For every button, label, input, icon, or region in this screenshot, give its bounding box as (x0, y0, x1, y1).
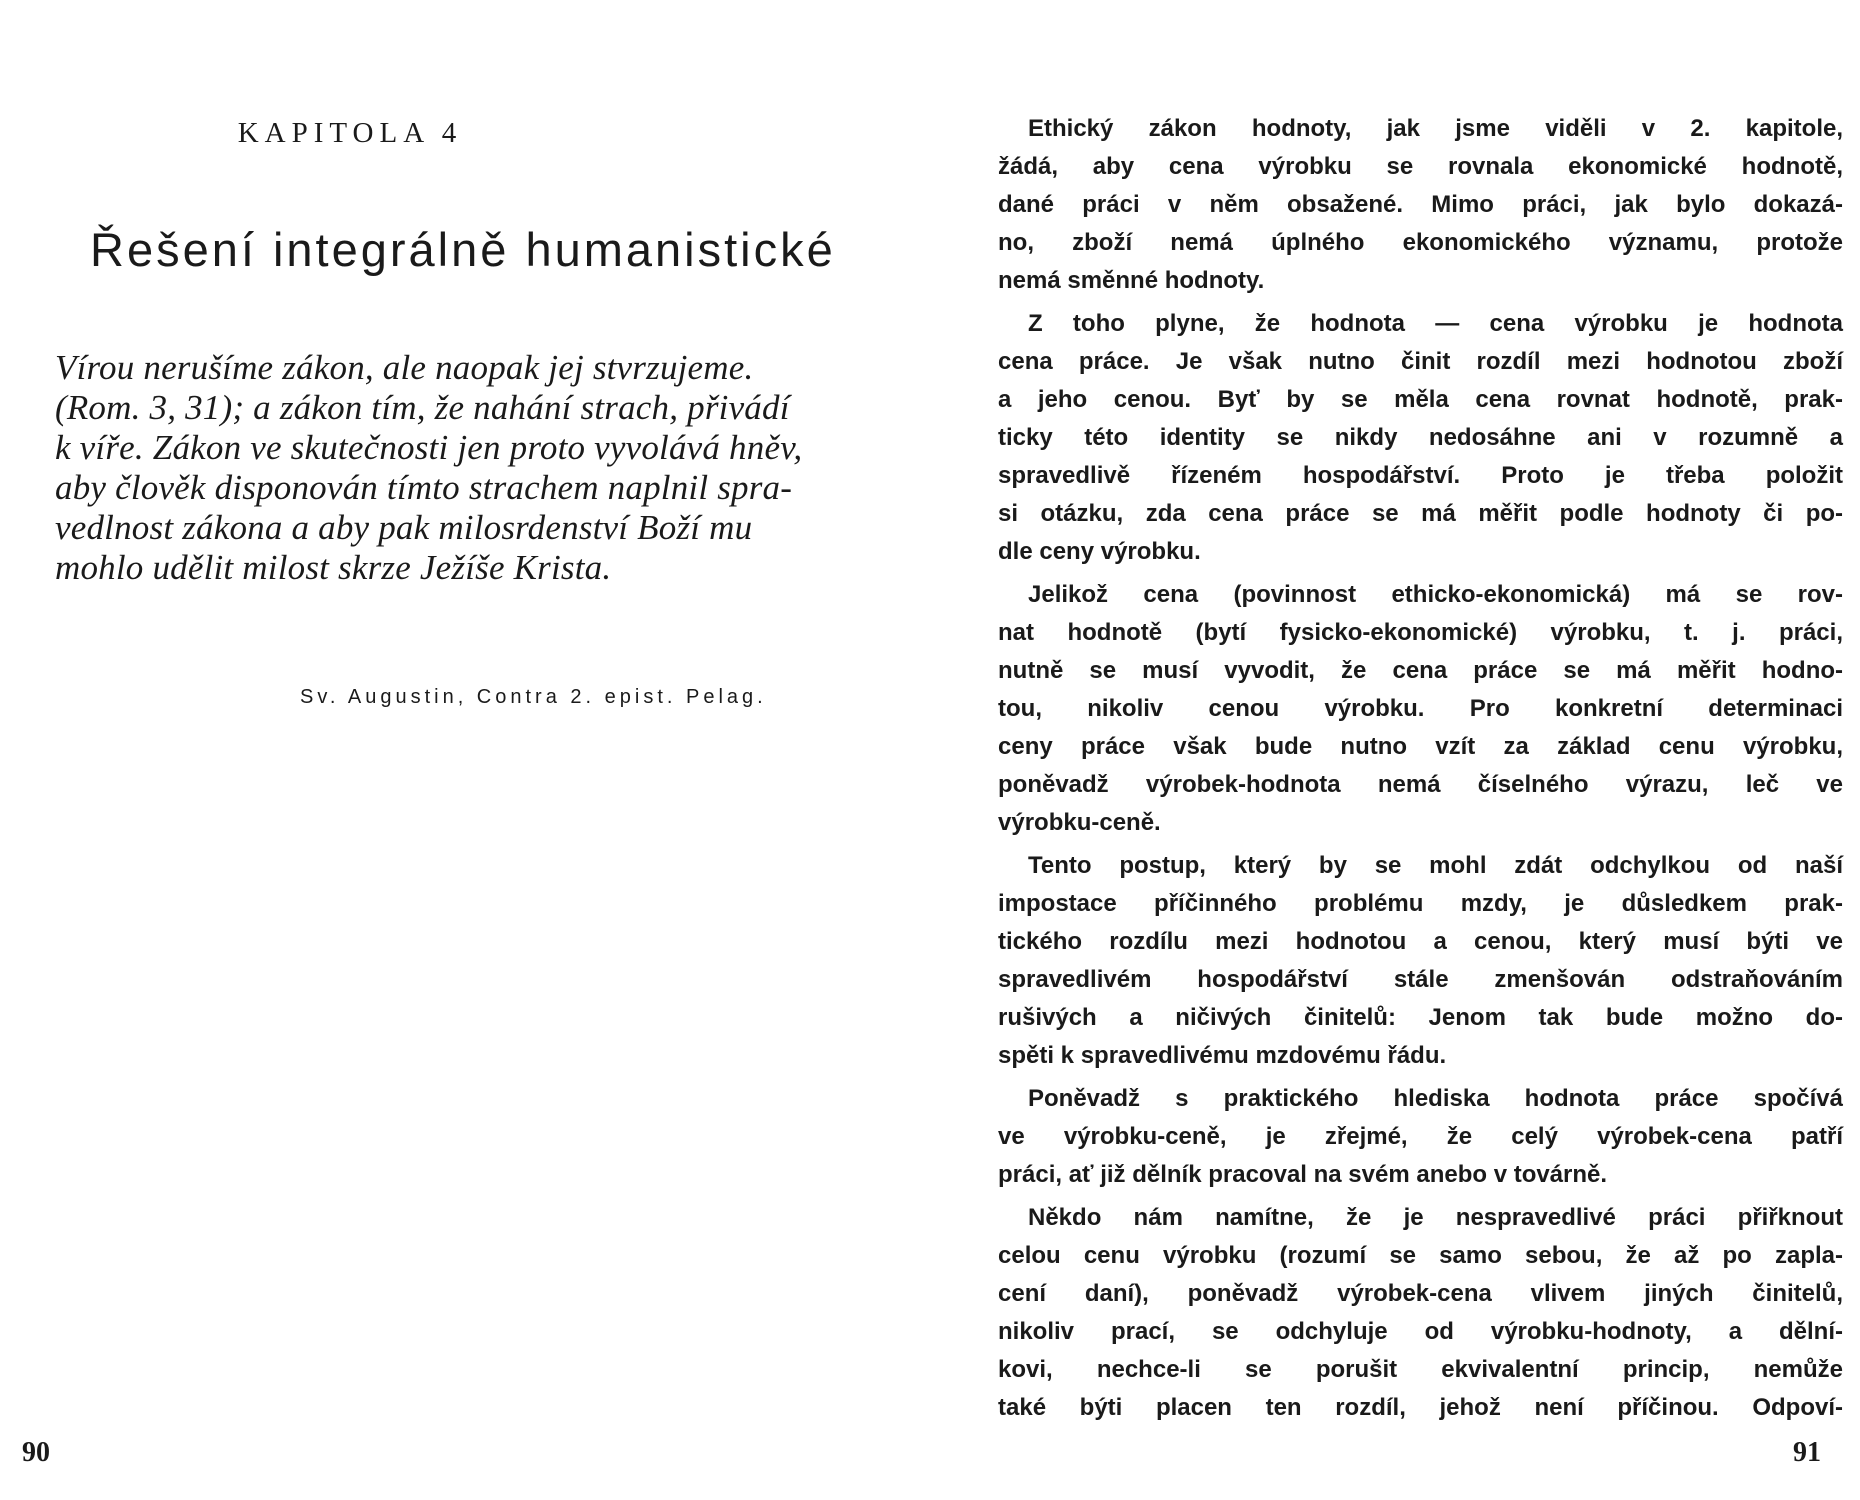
text-line: si otázku, zda cena práce se má měřit podle hodnoty či po- (998, 500, 1843, 527)
text-line: žádá, aby cena výrobku se rovnala ekonomické hodnotě, (998, 153, 1843, 180)
body-text (998, 110, 1843, 1427)
text-line: spravedlivém hospodářství stále zmenšován odstraňováním (998, 966, 1843, 993)
page-number-left: 90 (22, 1437, 50, 1468)
text-line: tického rozdílu mezi hodnotou a cenou, který musí býti ve (998, 928, 1843, 955)
text-line: tou, nikoliv cenou výrobku. Pro konkretní determinaci (998, 695, 1843, 722)
motto-line: k víře. Zákon ve skutečnosti jen proto vyvolává hněv, (55, 428, 803, 467)
motto-line: Vírou nerušíme zákon, ale naopak jej stvrzujeme. (55, 348, 754, 387)
text-line: ceny práce však bude nutno vzít za základ cenu výrobku, (998, 733, 1843, 760)
text-line: práci, ať již dělník pracoval na svém anebo v továrně. (998, 1161, 1608, 1188)
text-line: rušivých a ničivých činitelů: Jenom tak bude možno do- (998, 1004, 1843, 1031)
text-line: spěti k spravedlivému mzdovému řádu. (998, 1042, 1447, 1069)
text-line: Poněvadž s praktického hlediska hodnota práce spočívá (1028, 1085, 1843, 1112)
motto-line: aby člověk disponován tímto strachem naplnil spra- (55, 468, 793, 507)
paragraph (998, 847, 1843, 1075)
text-line: celou cenu výrobku (rozumí se samo sebou, že až po zapla- (998, 1242, 1843, 1269)
motto-line: mohlo udělit milost skrze Ježíše Krista. (55, 548, 612, 587)
page-number-right: 91 (1793, 1437, 1821, 1468)
text-line: také býti placen ten rozdíl, jehož není příčinou. Odpoví- (998, 1394, 1843, 1421)
text-line: dle ceny výrobku. (998, 538, 1201, 565)
text-line: nat hodnotě (bytí fysicko-ekonomické) výrobku, t. j. práci, (998, 619, 1843, 646)
text-line: spravedlivě řízeném hospodářství. Proto je třeba položit (998, 462, 1843, 489)
motto-line: (Rom. 3, 31); a zákon tím, že nahání strach, přivádí (55, 388, 790, 427)
text-line: nutně se musí vyvodit, že cena práce se má měřit hodno- (998, 657, 1843, 684)
text-line: a jeho cenou. Byť by se měla cena rovnat hodnotě, prak- (998, 386, 1843, 413)
text-line: ve výrobku-ceně, je zřejmé, že celý výrobek-cena patří (998, 1123, 1843, 1150)
text-line: cena práce. Je však nutno činit rozdíl mezi hodnotou zboží (998, 348, 1843, 375)
paragraph (998, 305, 1843, 571)
text-line: Tento postup, který by se mohl zdát odchylkou od naší (1028, 852, 1843, 879)
chapter-label: KAPITOLA 4 (237, 117, 463, 149)
right-page (930, 0, 1860, 1500)
motto-line: vedlnost zákona a aby pak milosrdenství Boží mu (55, 508, 753, 547)
text-line: Někdo nám namítne, že je nespravedlivé práci přiřknout (1028, 1204, 1843, 1231)
text-line: poněvadž výrobek-hodnota nemá číselného výrazu, leč ve (998, 771, 1843, 798)
paragraph (998, 1080, 1843, 1194)
paragraph (998, 576, 1843, 842)
motto-quote (55, 348, 925, 588)
text-line: Jelikož cena (povinnost ethicko-ekonomická) má se rov- (1028, 581, 1843, 608)
text-line: impostace příčinného problému mzdy, je důsledkem prak- (998, 890, 1843, 917)
text-line: cení daní), poněvadž výrobek-cena vlivem jiných činitelů, (998, 1280, 1843, 1307)
text-line: kovi, nechce-li se porušit ekvivalentní princip, nemůže (998, 1356, 1843, 1383)
text-line: Ethický zákon hodnoty, jak jsme viděli v 2. kapitole, (1028, 115, 1843, 142)
text-line: ticky této identity se nikdy nedosáhne ani v rozumně a (998, 424, 1843, 451)
text-line: výrobku-ceně. (998, 809, 1161, 836)
text-line: nikoliv prací, se odchyluje od výrobku-hodnoty, a dělní- (998, 1318, 1843, 1345)
motto-attribution: Sv. Augustin, Contra 2. epist. Pelag. (300, 686, 767, 708)
text-line: dané práci v něm obsažené. Mimo práci, jak bylo dokazá- (998, 191, 1843, 218)
chapter-title: Řešení integrálně humanistické (90, 223, 836, 276)
text-line: Z toho plyne, že hodnota — cena výrobku je hodnota (1028, 310, 1843, 337)
text-line: no, zboží nemá úplného ekonomického významu, protože (998, 229, 1843, 256)
paragraph (998, 1199, 1843, 1427)
paragraph (998, 110, 1843, 300)
text-line: nemá směnné hodnoty. (998, 267, 1265, 294)
